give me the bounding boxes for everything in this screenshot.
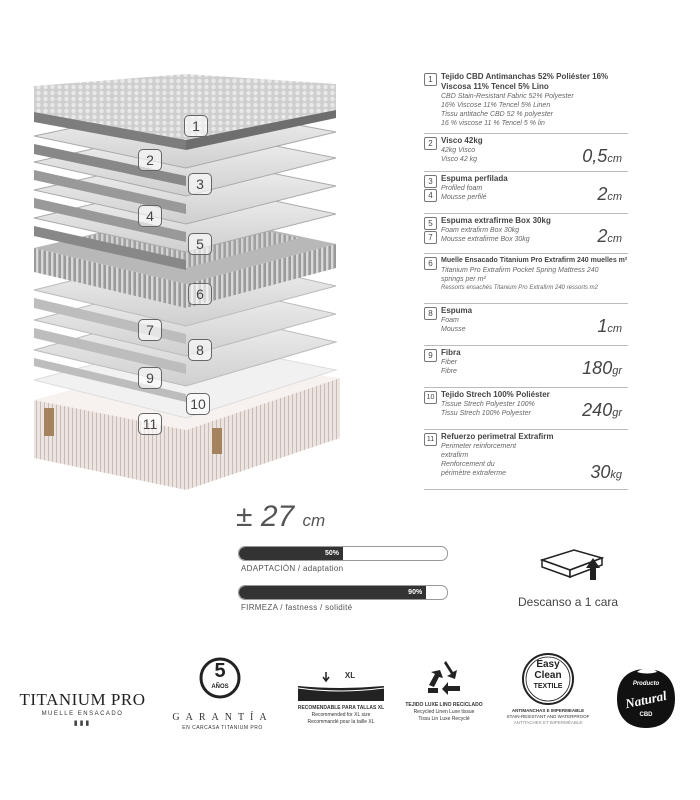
mattress-label-9: 9 bbox=[138, 367, 162, 389]
layer-title: Tejido Strech 100% Poliéster bbox=[441, 390, 550, 399]
layer-line: périmètre extraferme bbox=[441, 470, 506, 477]
layer-line: Visco 42 kg bbox=[441, 156, 478, 163]
firmness-label: FIRMEZA / fastness / solidité bbox=[241, 603, 353, 612]
xl-text: RECOMENDABLE PARA TALLAS XL Recommended for XL size Recommandé pour la taille XL bbox=[297, 705, 385, 725]
layer-index: 3 bbox=[424, 175, 437, 188]
layer-line: Mousse bbox=[441, 326, 466, 333]
layer-title: Tejido CBD Antimanchas 52% Poliéster 16% Viscosa 11% Tencel 5% Lino bbox=[441, 72, 609, 91]
mattress-label-5: 5 bbox=[188, 233, 212, 255]
layer-index: 10 bbox=[424, 391, 437, 404]
adaptation-bar-fill bbox=[239, 547, 343, 560]
layer-thickness: 1cm bbox=[597, 316, 622, 336]
easy-clean-text: Easy Clean TEXTILE bbox=[533, 659, 563, 690]
mattress-illustration bbox=[0, 0, 420, 510]
natural-top: Producto bbox=[632, 681, 660, 687]
mattress-height bbox=[236, 500, 325, 534]
layer-spec-1 bbox=[424, 70, 628, 134]
layer-title: Refuerzo perimetral Extrafirm bbox=[441, 432, 554, 441]
layer-line: Renforcement du bbox=[441, 461, 495, 468]
layer-line: Mousse perfilé bbox=[441, 194, 487, 201]
layer-line: Fiber bbox=[441, 359, 457, 366]
layer-line: 42kg Visco bbox=[441, 147, 476, 154]
layer-line: Fibre bbox=[441, 368, 457, 375]
layer-index: 8 bbox=[424, 307, 437, 320]
firmness-bar bbox=[238, 585, 448, 600]
warranty-number: 5 bbox=[214, 660, 226, 682]
layer-line: Tissu antitache CBD 52 % polyester bbox=[441, 111, 553, 118]
recycle-icon bbox=[424, 660, 464, 696]
layer-index-2: 4 bbox=[424, 189, 437, 202]
natural-bottom: CBD bbox=[639, 712, 653, 718]
layer-line: Foam extrafirm Box 30kg bbox=[441, 227, 520, 234]
layer-thickness: 2cm bbox=[597, 184, 622, 204]
layer-index: 1 bbox=[424, 73, 437, 86]
layer-title: Espuma extrafirme Box 30kg bbox=[441, 216, 551, 225]
layer-title: Muelle Ensacado Titanium Pro Extrafirm 240 muelles m² bbox=[441, 257, 628, 264]
mattress-label-3: 3 bbox=[188, 173, 212, 195]
layer-spec-8 bbox=[424, 304, 628, 346]
layer-line: springs per m² bbox=[441, 276, 486, 283]
adaptation-bar bbox=[238, 546, 448, 561]
layer-title: Espuma bbox=[441, 306, 473, 315]
layer-line: 16% Viscose 11% Tencel 5% Linen bbox=[441, 102, 551, 109]
natural-main: Natural bbox=[623, 687, 668, 712]
layers-spec-list bbox=[424, 70, 628, 490]
layer-title: Visco 42kg bbox=[441, 136, 483, 145]
layer-thickness: 0,5cm bbox=[582, 146, 622, 166]
layer-line: Titanium Pro Extrafirm Pocket Spring Mattress 240 bbox=[441, 267, 599, 274]
layer-line: extrafirm bbox=[441, 452, 469, 459]
titanium-title: TITANIUM PRO bbox=[19, 690, 146, 709]
height-prefix: ± bbox=[236, 500, 253, 533]
layer-title: Fibra bbox=[441, 348, 461, 357]
layer-line: CBD Stain-Resistant Fabric 52% Polyester bbox=[441, 93, 574, 100]
layer-thickness: 2cm bbox=[597, 226, 622, 246]
layer-spec-10 bbox=[424, 388, 628, 430]
layer-thickness: 180gr bbox=[582, 358, 622, 378]
layer-line: Foam bbox=[441, 317, 459, 324]
easy-clean-sub: ANTIMANCHAS E IMPERMEABLE STAIN-RESISTANT AND WATERPROOF ANTITACHES ET IMPERMÉABLE bbox=[506, 708, 590, 725]
layer-line: Tissue Strech Polyester 100% bbox=[441, 401, 535, 408]
firmness-bar-fill bbox=[239, 586, 426, 599]
layer-index-2: 7 bbox=[424, 231, 437, 244]
layer-line: Profiled foam bbox=[441, 185, 483, 192]
layer-line: Tissu Strech 100% Polyester bbox=[441, 410, 531, 417]
linen-text: TEJIDO LUXE LINO RECICLADO Recycled Linen Luxe tissue Tissu Lin Luxe Recyclé bbox=[405, 702, 483, 722]
xl-mark: XL bbox=[344, 671, 356, 680]
mattress-label-1: 1 bbox=[184, 115, 208, 137]
layer-line: Ressorts ensachés Titanium Pro Extrafirm 240 ressorts m2 bbox=[441, 285, 598, 291]
titanium-pro-badge bbox=[10, 690, 155, 727]
layer-index: 9 bbox=[424, 349, 437, 362]
mattress-label-2: 2 bbox=[138, 149, 162, 171]
adaptation-label: ADAPTACIÓN / adaptation bbox=[241, 564, 344, 573]
height-value: 27 bbox=[260, 500, 295, 533]
rest-label: Descanso a 1 cara bbox=[518, 595, 619, 609]
warranty-sub: EN CARCASA TITANIUM PRO bbox=[182, 725, 263, 731]
mattress-label-7: 7 bbox=[138, 319, 162, 341]
layer-spec-9 bbox=[424, 346, 628, 388]
layer-spec-2 bbox=[424, 134, 628, 172]
one-side-mattress-icon bbox=[538, 542, 606, 584]
titanium-sub: MUELLE ENSACADO bbox=[41, 711, 124, 717]
layer-spec-6 bbox=[424, 254, 628, 304]
warranty-years: AÑOS bbox=[211, 684, 229, 690]
layer-index: 11 bbox=[424, 433, 437, 446]
layer-index: 2 bbox=[424, 137, 437, 150]
layer-thickness: 240gr bbox=[582, 400, 622, 420]
layer-line: 16 % viscose 11 % Tencel 5 % lin bbox=[441, 120, 545, 127]
adaptation-percent: 50% bbox=[324, 550, 339, 557]
layer-index: 5 bbox=[424, 217, 437, 230]
mattress-label-4: 4 bbox=[138, 205, 162, 227]
layer-title: Espuma perfilada bbox=[441, 174, 508, 183]
firmness-percent: 90% bbox=[408, 589, 423, 596]
warranty-title: GARANTÍA bbox=[172, 712, 273, 723]
height-unit: cm bbox=[302, 511, 326, 530]
mattress-label-10: 10 bbox=[186, 393, 210, 415]
mattress-label-6: 6 bbox=[188, 283, 212, 305]
layer-spec-3-4 bbox=[424, 172, 628, 214]
layer-index: 6 bbox=[424, 257, 437, 270]
layer-line: Mousse extrafirme Box 30kg bbox=[441, 236, 530, 243]
mattress-label-11: 11 bbox=[138, 413, 162, 435]
layer-thickness: 30kg bbox=[590, 462, 622, 482]
layer-spec-11 bbox=[424, 430, 628, 490]
layer-line: Perimeter reinforcement bbox=[441, 443, 517, 450]
mattress-label-8: 8 bbox=[188, 339, 212, 361]
layer-spec-5-7 bbox=[424, 214, 628, 254]
titanium-marks-icon: ▮▮▮ bbox=[73, 720, 92, 727]
